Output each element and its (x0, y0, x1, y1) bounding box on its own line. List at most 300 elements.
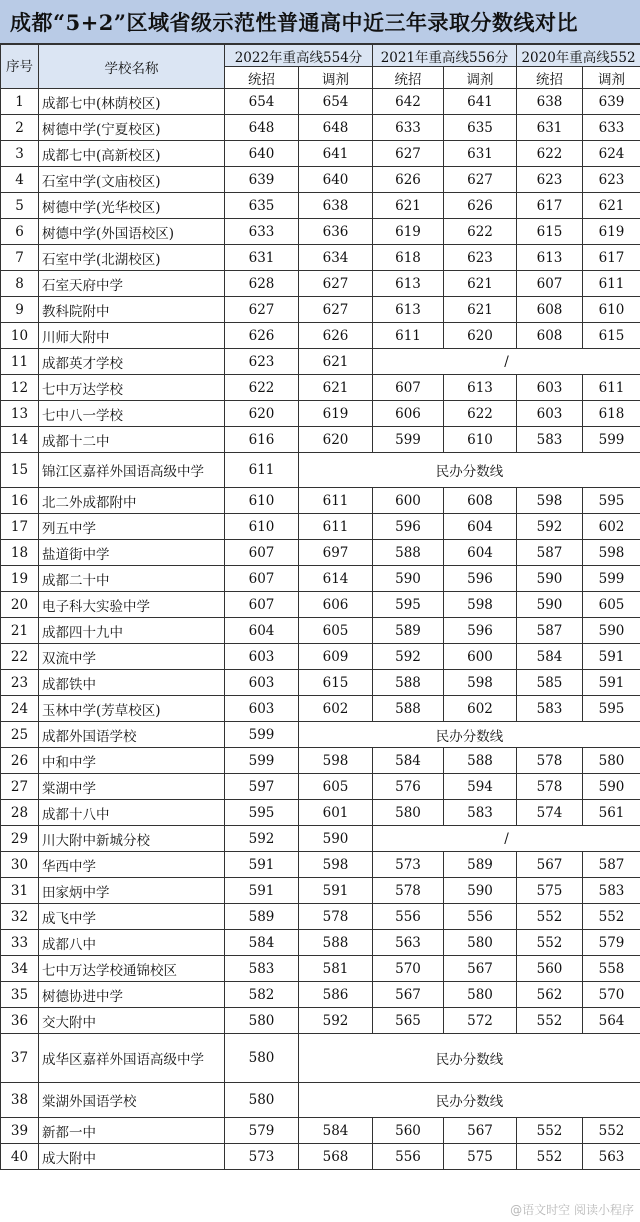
score-cell: 583 (583, 878, 640, 904)
school-name: 教科院附中 (39, 297, 225, 323)
score-cell: 589 (373, 618, 444, 644)
score-cell: 576 (373, 774, 444, 800)
score-cell: 623 (583, 167, 640, 193)
school-name: 石室中学(北湖校区) (39, 245, 225, 271)
score-cell: 596 (444, 566, 517, 592)
score-cell: 613 (444, 375, 517, 401)
school-name: 川师大附中 (39, 323, 225, 349)
school-name: 成华区嘉祥外国语高级中学 (39, 1034, 225, 1083)
score-cell: 552 (517, 1118, 583, 1144)
header-sub: 统招 (517, 67, 583, 89)
table-row (1, 349, 640, 375)
score-cell: 586 (299, 982, 373, 1008)
score-cell: 641 (299, 141, 373, 167)
score-cell: 590 (299, 826, 373, 852)
table-body (1, 89, 640, 1170)
score-cell: 580 (225, 1008, 299, 1034)
score-cell: 580 (444, 930, 517, 956)
score-cell: 588 (373, 696, 444, 722)
score-cell: 642 (373, 89, 444, 115)
score-cell: 578 (373, 878, 444, 904)
header-school: 学校名称 (39, 45, 225, 89)
score-cell: 567 (517, 852, 583, 878)
table-row (1, 982, 640, 1008)
header-sub: 调剂 (299, 67, 373, 89)
score-cell: 563 (583, 1144, 640, 1170)
score-cell: 556 (373, 904, 444, 930)
score-cell: 600 (444, 644, 517, 670)
score-cell: 583 (517, 427, 583, 453)
row-number: 9 (1, 297, 39, 323)
row-number: 2 (1, 115, 39, 141)
note-cell: 民办分数线 (299, 1083, 640, 1118)
score-cell: 619 (583, 219, 640, 245)
score-cell: 599 (373, 427, 444, 453)
school-name: 树德协进中学 (39, 982, 225, 1008)
row-number: 18 (1, 540, 39, 566)
row-number: 22 (1, 644, 39, 670)
score-cell: 602 (299, 696, 373, 722)
score-cell: 579 (225, 1118, 299, 1144)
score-cell: 584 (299, 1118, 373, 1144)
score-cell: 636 (299, 219, 373, 245)
school-name: 交大附中 (39, 1008, 225, 1034)
school-name: 七中八一学校 (39, 401, 225, 427)
score-cell: 604 (444, 514, 517, 540)
score-cell: 626 (299, 323, 373, 349)
row-number: 35 (1, 982, 39, 1008)
score-cell: 560 (373, 1118, 444, 1144)
row-number: 24 (1, 696, 39, 722)
score-cell: 621 (444, 297, 517, 323)
score-cell: 574 (517, 800, 583, 826)
score-cell: 621 (299, 349, 373, 375)
row-number: 40 (1, 1144, 39, 1170)
score-cell: 565 (373, 1008, 444, 1034)
table-row (1, 167, 640, 193)
school-name: 玉林中学(芳草校区) (39, 696, 225, 722)
score-cell: 602 (583, 514, 640, 540)
school-name: 树德中学(宁夏校区) (39, 115, 225, 141)
table-row (1, 800, 640, 826)
table-row (1, 323, 640, 349)
table-row (1, 115, 640, 141)
score-cell: 580 (583, 748, 640, 774)
score-cell: 588 (373, 540, 444, 566)
score-cell: 591 (225, 852, 299, 878)
score-cell: 627 (444, 167, 517, 193)
score-cell: 616 (225, 427, 299, 453)
school-name: 盐道街中学 (39, 540, 225, 566)
score-cell: 638 (299, 193, 373, 219)
score-cell: 610 (444, 427, 517, 453)
score-cell: 570 (583, 982, 640, 1008)
table-row (1, 852, 640, 878)
table-row (1, 1034, 640, 1083)
score-cell: 605 (299, 774, 373, 800)
score-cell: 580 (444, 982, 517, 1008)
score-cell: 552 (517, 1008, 583, 1034)
score-cell: 578 (517, 748, 583, 774)
row-number: 14 (1, 427, 39, 453)
score-cell: 560 (517, 956, 583, 982)
score-cell: 583 (225, 956, 299, 982)
score-cell: 573 (373, 852, 444, 878)
table-row (1, 453, 640, 488)
table-row (1, 89, 640, 115)
score-cell: 619 (299, 401, 373, 427)
score-cell: 611 (225, 453, 299, 488)
score-cell: 567 (444, 1118, 517, 1144)
score-cell: 631 (444, 141, 517, 167)
score-cell: 581 (299, 956, 373, 982)
score-cell: 588 (444, 748, 517, 774)
score-cell: 558 (583, 956, 640, 982)
score-cell: 598 (299, 748, 373, 774)
score-cell: 592 (225, 826, 299, 852)
score-cell: 590 (583, 618, 640, 644)
score-cell: 621 (444, 271, 517, 297)
table-row (1, 219, 640, 245)
header-sub: 调剂 (444, 67, 517, 89)
score-cell: 641 (444, 89, 517, 115)
table-row (1, 1144, 640, 1170)
row-number: 37 (1, 1034, 39, 1083)
score-cell: 591 (225, 878, 299, 904)
score-cell: 639 (225, 167, 299, 193)
table-row (1, 141, 640, 167)
row-number: 28 (1, 800, 39, 826)
table-row (1, 271, 640, 297)
score-cell: 588 (299, 930, 373, 956)
score-cell: 620 (299, 427, 373, 453)
school-name: 中和中学 (39, 748, 225, 774)
score-cell: 639 (583, 89, 640, 115)
table-row (1, 696, 640, 722)
table-row (1, 375, 640, 401)
score-cell: 572 (444, 1008, 517, 1034)
school-name: 成都十八中 (39, 800, 225, 826)
score-cell: 640 (299, 167, 373, 193)
score-cell: 580 (373, 800, 444, 826)
score-cell: 561 (583, 800, 640, 826)
score-cell: 584 (225, 930, 299, 956)
score-cell: 619 (373, 219, 444, 245)
score-cell: 635 (444, 115, 517, 141)
score-cell: 605 (299, 618, 373, 644)
row-number: 29 (1, 826, 39, 852)
score-cell: 578 (517, 774, 583, 800)
row-number: 17 (1, 514, 39, 540)
score-cell: 590 (373, 566, 444, 592)
school-name: 成都七中(高新校区) (39, 141, 225, 167)
school-name: 石室中学(文庙校区) (39, 167, 225, 193)
score-cell: 620 (444, 323, 517, 349)
score-cell: 648 (225, 115, 299, 141)
score-cell: 613 (517, 245, 583, 271)
header-sub: 调剂 (583, 67, 640, 89)
score-cell: 626 (225, 323, 299, 349)
page-title: 成都“5+2”区域省级示范性普通高中近三年录取分数线对比 (0, 0, 640, 44)
note-cell: / (373, 826, 640, 852)
header-year-2022: 2022年重高线554分 (225, 45, 373, 67)
row-number: 12 (1, 375, 39, 401)
score-cell: 654 (225, 89, 299, 115)
score-cell: 623 (517, 167, 583, 193)
row-number: 13 (1, 401, 39, 427)
score-cell: 556 (444, 904, 517, 930)
row-number: 10 (1, 323, 39, 349)
score-cell: 567 (373, 982, 444, 1008)
watermark: @语文时空 阅读小程序 (510, 1203, 634, 1217)
row-number: 11 (1, 349, 39, 375)
score-cell: 620 (225, 401, 299, 427)
score-cell: 567 (444, 956, 517, 982)
score-cell: 626 (444, 193, 517, 219)
row-number: 23 (1, 670, 39, 696)
score-cell: 563 (373, 930, 444, 956)
score-cell: 615 (583, 323, 640, 349)
score-cell: 598 (583, 540, 640, 566)
score-cell: 591 (583, 670, 640, 696)
score-cell: 589 (444, 852, 517, 878)
table-row (1, 1118, 640, 1144)
table-row (1, 540, 640, 566)
score-cell: 607 (517, 271, 583, 297)
score-cell: 556 (373, 1144, 444, 1170)
score-cell: 595 (583, 488, 640, 514)
score-cell: 610 (225, 514, 299, 540)
header-seq: 序号 (1, 45, 39, 89)
score-cell: 633 (583, 115, 640, 141)
note-cell: 民办分数线 (299, 722, 640, 748)
score-cell: 618 (583, 401, 640, 427)
school-name: 成都八中 (39, 930, 225, 956)
score-cell: 638 (517, 89, 583, 115)
school-name: 新都一中 (39, 1118, 225, 1144)
score-cell: 596 (444, 618, 517, 644)
school-name: 棠湖外国语学校 (39, 1083, 225, 1118)
table-row (1, 1083, 640, 1118)
row-number: 3 (1, 141, 39, 167)
table-row (1, 592, 640, 618)
score-cell: 609 (299, 644, 373, 670)
row-number: 20 (1, 592, 39, 618)
table-row (1, 826, 640, 852)
score-cell: 610 (583, 297, 640, 323)
score-cell: 599 (583, 566, 640, 592)
score-cell: 599 (225, 748, 299, 774)
school-name: 成都铁中 (39, 670, 225, 696)
score-cell: 606 (373, 401, 444, 427)
score-cell: 575 (444, 1144, 517, 1170)
table-row (1, 297, 640, 323)
table-row (1, 904, 640, 930)
score-cell: 584 (517, 644, 583, 670)
row-number: 7 (1, 245, 39, 271)
table-row (1, 193, 640, 219)
school-name: 七中万达学校通锦校区 (39, 956, 225, 982)
row-number: 8 (1, 271, 39, 297)
score-cell: 552 (517, 904, 583, 930)
table-row (1, 401, 640, 427)
score-cell: 603 (225, 644, 299, 670)
score-cell: 611 (373, 323, 444, 349)
score-cell: 601 (299, 800, 373, 826)
score-cell: 603 (517, 401, 583, 427)
score-cell: 603 (225, 696, 299, 722)
score-cell: 621 (299, 375, 373, 401)
school-name: 成都二十中 (39, 566, 225, 592)
row-number: 30 (1, 852, 39, 878)
row-number: 27 (1, 774, 39, 800)
score-cell: 578 (299, 904, 373, 930)
row-number: 31 (1, 878, 39, 904)
score-cell: 621 (373, 193, 444, 219)
note-cell: / (373, 349, 640, 375)
row-number: 5 (1, 193, 39, 219)
school-name: 成都七中(林荫校区) (39, 89, 225, 115)
score-cell: 614 (299, 566, 373, 592)
table-row (1, 488, 640, 514)
school-name: 成都十二中 (39, 427, 225, 453)
score-cell: 552 (583, 904, 640, 930)
row-number: 15 (1, 453, 39, 488)
score-cell: 622 (517, 141, 583, 167)
score-cell: 697 (299, 540, 373, 566)
score-cell: 590 (583, 774, 640, 800)
table-row (1, 618, 640, 644)
score-cell: 623 (444, 245, 517, 271)
score-cell: 611 (583, 271, 640, 297)
score-cell: 592 (299, 1008, 373, 1034)
school-name: 华西中学 (39, 852, 225, 878)
score-cell: 568 (299, 1144, 373, 1170)
score-cell: 583 (444, 800, 517, 826)
school-name: 川大附中新城分校 (39, 826, 225, 852)
score-cell: 607 (373, 375, 444, 401)
header-year-2021: 2021年重高线556分 (373, 45, 517, 67)
score-cell: 648 (299, 115, 373, 141)
score-cell: 624 (583, 141, 640, 167)
school-name: 棠湖中学 (39, 774, 225, 800)
row-number: 33 (1, 930, 39, 956)
score-cell: 607 (225, 592, 299, 618)
score-cell: 613 (373, 271, 444, 297)
score-cell: 595 (225, 800, 299, 826)
score-cell: 600 (373, 488, 444, 514)
score-cell: 615 (517, 219, 583, 245)
score-cell: 595 (373, 592, 444, 618)
score-cell: 602 (444, 696, 517, 722)
score-cell: 628 (225, 271, 299, 297)
score-cell: 564 (583, 1008, 640, 1034)
score-cell: 599 (225, 722, 299, 748)
score-cell: 599 (583, 427, 640, 453)
score-cell: 611 (583, 375, 640, 401)
score-cell: 570 (373, 956, 444, 982)
score-cell: 633 (225, 219, 299, 245)
score-cell: 605 (583, 592, 640, 618)
table-row (1, 774, 640, 800)
table-row (1, 670, 640, 696)
school-name: 七中万达学校 (39, 375, 225, 401)
score-cell: 633 (373, 115, 444, 141)
score-cell: 622 (225, 375, 299, 401)
school-name: 成都外国语学校 (39, 722, 225, 748)
score-cell: 635 (225, 193, 299, 219)
score-cell: 592 (373, 644, 444, 670)
score-cell: 627 (373, 141, 444, 167)
score-cell: 590 (444, 878, 517, 904)
score-cell: 621 (583, 193, 640, 219)
score-cell: 589 (225, 904, 299, 930)
header-sub: 统招 (225, 67, 299, 89)
score-cell: 615 (299, 670, 373, 696)
score-cell: 588 (373, 670, 444, 696)
score-cell: 604 (444, 540, 517, 566)
score-cell: 594 (444, 774, 517, 800)
score-cell: 573 (225, 1144, 299, 1170)
table-row (1, 514, 640, 540)
score-cell: 587 (583, 852, 640, 878)
school-name: 石室天府中学 (39, 271, 225, 297)
score-cell: 590 (517, 566, 583, 592)
score-cell: 552 (583, 1118, 640, 1144)
score-cell: 595 (583, 696, 640, 722)
score-cell: 583 (517, 696, 583, 722)
row-number: 26 (1, 748, 39, 774)
table-row (1, 644, 640, 670)
header-sub: 统招 (373, 67, 444, 89)
score-cell: 623 (225, 349, 299, 375)
table-row (1, 722, 640, 748)
score-cell: 591 (583, 644, 640, 670)
score-cell: 587 (517, 540, 583, 566)
score-cell: 608 (444, 488, 517, 514)
score-cell: 596 (373, 514, 444, 540)
score-cell: 626 (373, 167, 444, 193)
score-cell: 598 (517, 488, 583, 514)
score-cell: 608 (517, 323, 583, 349)
score-cell: 634 (299, 245, 373, 271)
score-cell: 610 (225, 488, 299, 514)
score-cell: 608 (517, 297, 583, 323)
score-cell: 584 (373, 748, 444, 774)
school-name: 北二外成都附中 (39, 488, 225, 514)
score-cell: 575 (517, 878, 583, 904)
score-cell: 613 (373, 297, 444, 323)
table-row (1, 878, 640, 904)
school-name: 树德中学(外国语校区) (39, 219, 225, 245)
row-number: 39 (1, 1118, 39, 1144)
score-cell: 622 (444, 401, 517, 427)
row-number: 1 (1, 89, 39, 115)
score-cell: 579 (583, 930, 640, 956)
row-number: 36 (1, 1008, 39, 1034)
school-name: 成飞中学 (39, 904, 225, 930)
score-cell: 597 (225, 774, 299, 800)
score-cell: 618 (373, 245, 444, 271)
score-cell: 580 (225, 1034, 299, 1083)
score-cell: 640 (225, 141, 299, 167)
score-cell: 617 (583, 245, 640, 271)
score-cell: 598 (299, 852, 373, 878)
table-row (1, 245, 640, 271)
row-number: 38 (1, 1083, 39, 1118)
score-cell: 622 (444, 219, 517, 245)
score-cell: 562 (517, 982, 583, 1008)
